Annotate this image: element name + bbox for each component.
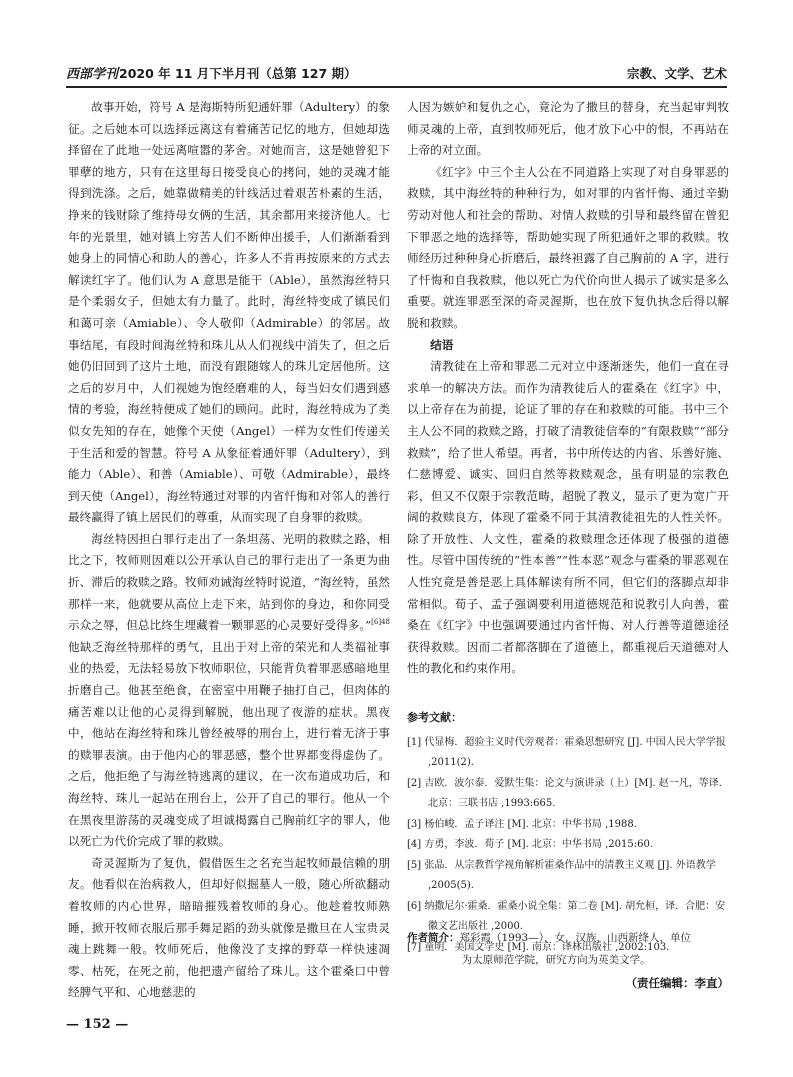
reference-item: [2] 吉欧．波尔泰．爱默生集：论文与演讲录（上）[M]. 赵一凡，等译．北京：三联书店 ,1993:665. (407, 777, 729, 809)
body-paragraph: 奇灵渥斯为了复仇，假借医生之名充当起牧师最信赖的朋友。他看似在治病救人，但却好似掘墓人一般，随心所欲翻动着牧师的内心世界，暗暗摧残着牧师的身心。他趁着牧师熟睡，掀开牧师衣服后那手舞足蹈的劲头就像是撒旦在人宝贵灵魂上跳舞一般。牧师死后，他像没了支撑的野草一样快速凋零、枯死，在死之前，他把遗产留给了珠儿。这个霍桑口中曾经脾气平和、心地慈悲的 (68, 855, 390, 1000)
header-journal (66, 63, 357, 82)
author-bio-text: 郑彩霞（1993—），女，汉族，山西新绛人，单位 (459, 932, 691, 944)
body-paragraph (68, 529, 390, 853)
reference-item: [1] 代显梅．超验主义时代旁观者：霍桑思想研究 [J]. 中国人民大学学报 ,2011(2). (407, 736, 726, 768)
journal-logo: 西部学刊 (66, 67, 119, 82)
body-paragraph: 故事开始，符号 A 是海斯特所犯通奸罪（Adultery）的象征。之后她本可以选择远离这有着痛苦记忆的地方，但她却选择留在了此地一处远离喧嚣的茅舍。对她而言，这是她曾犯下罪孽的地方，只有在这里每日接受良心的拷问，她的灵魂才能得到洗涤。之后，她靠做精美的针线活过着艰苦朴素的生活，挣来的钱财除了维持母女俩的生活，其余都用来接济他人。七年的光景里，她对镇上穷苦人们不断伸出援手，人们渐渐看到她身上的同情心和助人的善心，许多人不肯再按原来的方式去解读红字了。他们认为 A 意思是能干（Able），虽然海丝特只是个柔弱女子，但她太有力量了。此时，海丝特变成了镇民们和蔼可亲（Amiable）、令人敬仰（Admirable）的邻居。故事结尾，有段时间海丝特和珠儿从人们视线中消失了，但之后她仍旧回到了这片土地，而没有跟随嫁人的珠儿定居他所。这之后的岁月中，人们视她为饱经磨难的人，每当妇女们遇到感情的考验，海丝特便成了她们的顾问。此时，海丝特成为了类似女先知的存在，她像个天使（Angel）一样为女性们传递关于生活和爱的智慧。符号 A 从象征着通奸罪（Adultery），到能力（Able）、和善（Amiable）、可敬（Admirable），最终到天使（Angel），海丝特通过对罪的内省忏悔和对邻人的善行最终赢得了镇上居民们的尊重，从而实现了自身罪的救赎。 (68, 100, 390, 525)
references (407, 708, 729, 958)
left-column (68, 97, 390, 1004)
reference-item: [5] 张晶．从宗教哲学视角解析霍桑作品中的清教主义观 [J]. 外语教学 ,2005(5). (407, 859, 716, 891)
author-bio-label: 作者简介： (407, 932, 460, 944)
section-label: 宗教、文学、艺术 (626, 66, 727, 81)
author-bio (407, 928, 729, 971)
reference-item: [6] 纳撒尼尔·霍桑．霍桑小说全集：第二卷 [M]. 胡允桓，译．合肥：安徽文艺出版社 ,2000. (407, 900, 726, 932)
responsible-editor: （责任编辑：李直） (625, 976, 729, 990)
page-number: — 152 — (66, 1017, 129, 1032)
body-paragraph: 《红字》中三个主人公在不同道路上实现了对自身罪恶的救赎，其中海丝特的种种行为，如对罪的内省忏悔、通过辛勤劳动对他人和社会的帮助、对情人救赎的引导和最终留在曾犯下罪恶之地的选择等，帮助她实现了所犯通奸之罪的救赎。牧师经历过种种身心折磨后，最终袒露了自己胸前的 A 字，进行了忏悔和自我救赎，他以死亡为代价向世人揭示了诚实是多么重要。就连罪恶至深的奇灵渥斯，也在放下复仇执念后得以解脱和救赎。 (407, 164, 729, 330)
reference-item: [4] 方勇，李波．荀子 [M]. 北京：中华书局 ,2015:60. (407, 839, 654, 850)
reference-item: [3] 杨伯峻．孟子译注 [M]. 北京：中华书局 ,1988. (407, 818, 637, 830)
right-column (407, 97, 729, 680)
body-paragraph: 清教徒在上帝和罪恶二元对立中逐渐迷失，他们一直在寻求单一的解决方法。而作为清教徒后人的霍桑在《红字》中，以上帝存在为前提，论证了罪的存在和救赎的可能。书中三个主人公不同的救赎之路，打破了清教徒信奉的“有限救赎”“部分救赎”，给了世人希望。再者，书中所传达的内省、乐善好施、仁慈博爱、诚实、回归自然等救赎观念，虽有明显的宗教色彩，但又不仅限于宗教范畴，超脱了教义，显示了更为宽广开阔的救赎良方，体现了霍桑不同于其清教徒祖先的人性关怀。除了开放性、人文性，霍桑的救赎理念还体现了极强的道德性。尽管中国传统的“性本善”“性本恶”观念与霍桑的罪恶观在人性究竟是善是恶上具体解读有所不同，但它们的落脚点却非常相似。荀子、孟子强调要利用道德规范和说教引人向善，霍桑在《红字》中也强调要通过内省忏悔、对人行善等道德途径获得救赎。因而二者都落脚在了道德上，都重视后天道德对人性的教化和约束作用。 (407, 359, 729, 676)
section-heading: 结语 (430, 337, 454, 352)
author-bio-text: 为太原师范学院，研究方向为英美文学。 (461, 953, 651, 966)
author-bio-line (407, 928, 729, 950)
reference-item: [7] 童明．美国文学史 [M]. 南京：译林出版社 ,2002:103. (407, 941, 670, 953)
issue-info: 2020 年 11 月下半月刊（总第 127 期） (119, 66, 357, 81)
citation-marker: [6]48 (371, 618, 390, 627)
running-header (66, 58, 727, 88)
body-paragraph-continued: 人因为嫉妒和复仇之心，竟沦为了撒旦的替身，充当起审判牧师灵魂的上帝，直到牧师死后，他才放下心中的恨，不再站在上帝的对立面。 (407, 100, 729, 158)
paragraph-text: 他缺乏海丝特那样的勇气，且出于对上帝的荣光和人类福祉事业的热爱，无法轻易放下牧师职位，只能背负着罪恶感暗地里折磨自己。他甚至绝食，在密室中用鞭子抽打自己，但肉体的痛苦难以让他的心灵得到解脱，他出现了夜游的症状。黑夜中，他站在海丝特和珠儿曾经被辱的刑台上，进行着无济于事的赎罪表演。由于他内心的罪恶感，整个世界都变得虚伪了。之后，他拒绝了与海丝特逃离的建议，在一次布道成功后，和海丝特、珠儿一起站在刑台上，公开了自己的罪行。他从一个在黑夜里游荡的灵魂变成了坦诚揭露自己胸前红字的罪人，他以死亡为代价完成了罪的救赎。 (68, 639, 390, 849)
references-heading: 参考文献： (407, 711, 462, 724)
paragraph-text: 海丝特因担白罪行走出了一条坦荡、光明的救赎之路，相比之下，牧师则因难以公开承认自己的罪行走出了一条更为曲折、滞后的救赎之路。牧师劝诫海丝特时说道，“海丝特，虽然那样一来，他就要从高位上走下来，站到你的身边，和你同受示众之辱，但总比终生埋藏着一颗罪恶的心灵要好受得多。” (68, 531, 390, 633)
